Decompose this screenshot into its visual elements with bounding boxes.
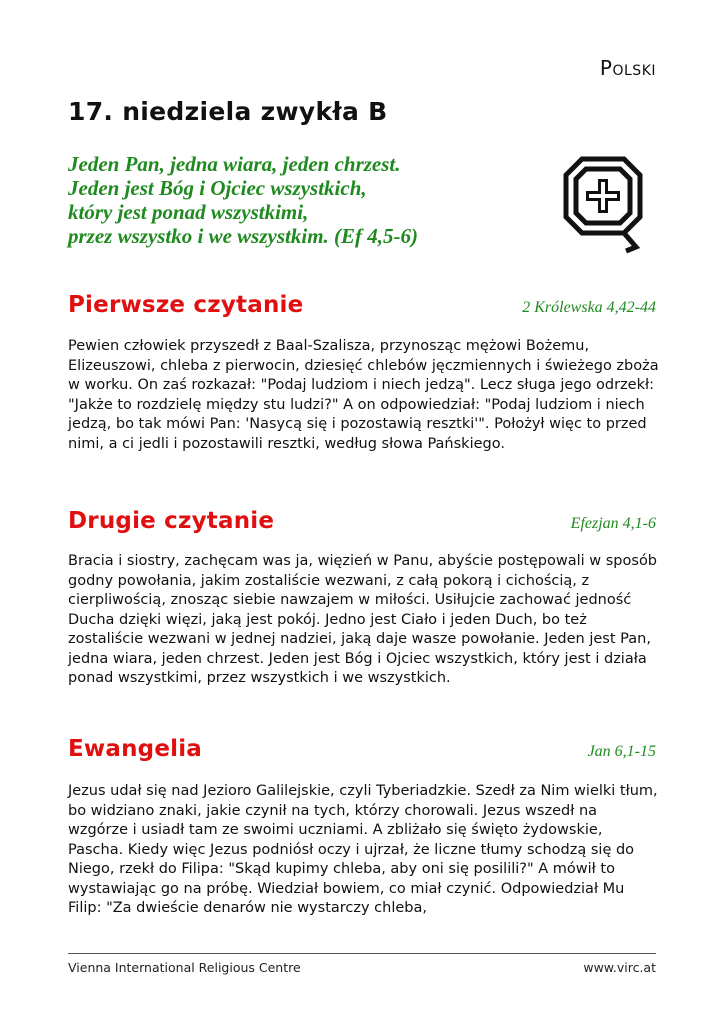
motto-text: Jeden Pan, jedna wiara, jeden chrzest. Jeden jest Bóg i Ojciec wszystkich, który jest ponad wszystkimi, przez wszystko i we wszystkim. (Ef 4,5-6) — [68, 152, 419, 248]
footer-organization: Vienna International Religious Centre — [68, 960, 301, 975]
footer-divider — [68, 953, 656, 954]
scripture-reference: 2 Królewska 4,42-44 — [522, 299, 656, 316]
cross-emblem-icon — [562, 155, 644, 255]
reading-text: Jezus udał się nad Jezioro Galilejskie, czyli Tyberiadzkie. Szedł za Nim wielki tłum, bo widziano znaki, jakie czynił na tych, którzy chorowali. Jezus wszedł na wzgórze i usiadł tam ze swoimi uczniami. A zbliżało się święto żydowskie, Pascha. Kiedy więc Jezus podniósł oczy i ujrzał, że liczne tłumy schodzą się do Niego, rzekł do Filipa: "Skąd kupimy chleba, aby oni się posilili?" A mówił to wystawiając go na próbę. Wiedział bowiem, co miał czynić. Odpowiedział Mu Filip: "Za dwieście denarów nie wystarczy chleba, — [68, 783, 658, 916]
reading-text: Pewien człowiek przyszedł z Baal-Szalisza, przynosząc mężowi Bożemu, Elizeuszowi, chleba z pierwocin, dziesięć chlebów jęczmiennych i świeżego zboża w worku. On zaś rozkazał: "Podaj ludziom i niech jedzą". Lecz sługa jego odrzekł: "Jakże to rozdzielę między stu ludzi?" A on odpowiedział: "Podaj ludziom i niech jedzą, bo tak mówi Pan: 'Nasycą się i pozostawią resztki'". Położył więc to przed nimi, a ci jedli i pozostawili resztki, według słowa Pańskiego. — [68, 338, 659, 452]
section-title: Pierwsze czytanie — [68, 292, 304, 318]
section-header-first-reading — [68, 292, 656, 318]
section-header-gospel — [68, 736, 656, 762]
scripture-reference: Efezjan 4,1-6 — [570, 515, 656, 532]
section-title: Drugie czytanie — [68, 508, 275, 534]
section-title: Ewangelia — [68, 736, 203, 762]
reading-text: Bracia i siostry, zachęcam was ja, więzień w Panu, abyście postępowali w sposób godny powołania, jakim zostaliście wezwani, z całą pokorą i cichością, z cierpliwością, znosząc siebie nawzajem w miłości. Usiłujcie zachować jedność Ducha dzięki więzi, jaką jest pokój. Jedno jest Ciało i jeden Duch, bo też zostaliście wezwani w jednej nadziei, jaką daje wasze powołanie. Jeden jest Pan, jedna wiara, jeden chrzest. Jeden jest Bóg i Ojciec wszystkich, który jest i działa ponad wszystkimi, przez wszystkich i we wszystkich. — [68, 553, 658, 686]
footer-website-link[interactable]: www.virc.at — [583, 960, 656, 975]
language-label: Polski — [599, 56, 656, 80]
page-title: 17. niedziela zwykła B — [68, 97, 388, 126]
scripture-reference: Jan 6,1-15 — [587, 743, 656, 760]
section-header-second-reading — [68, 508, 656, 534]
